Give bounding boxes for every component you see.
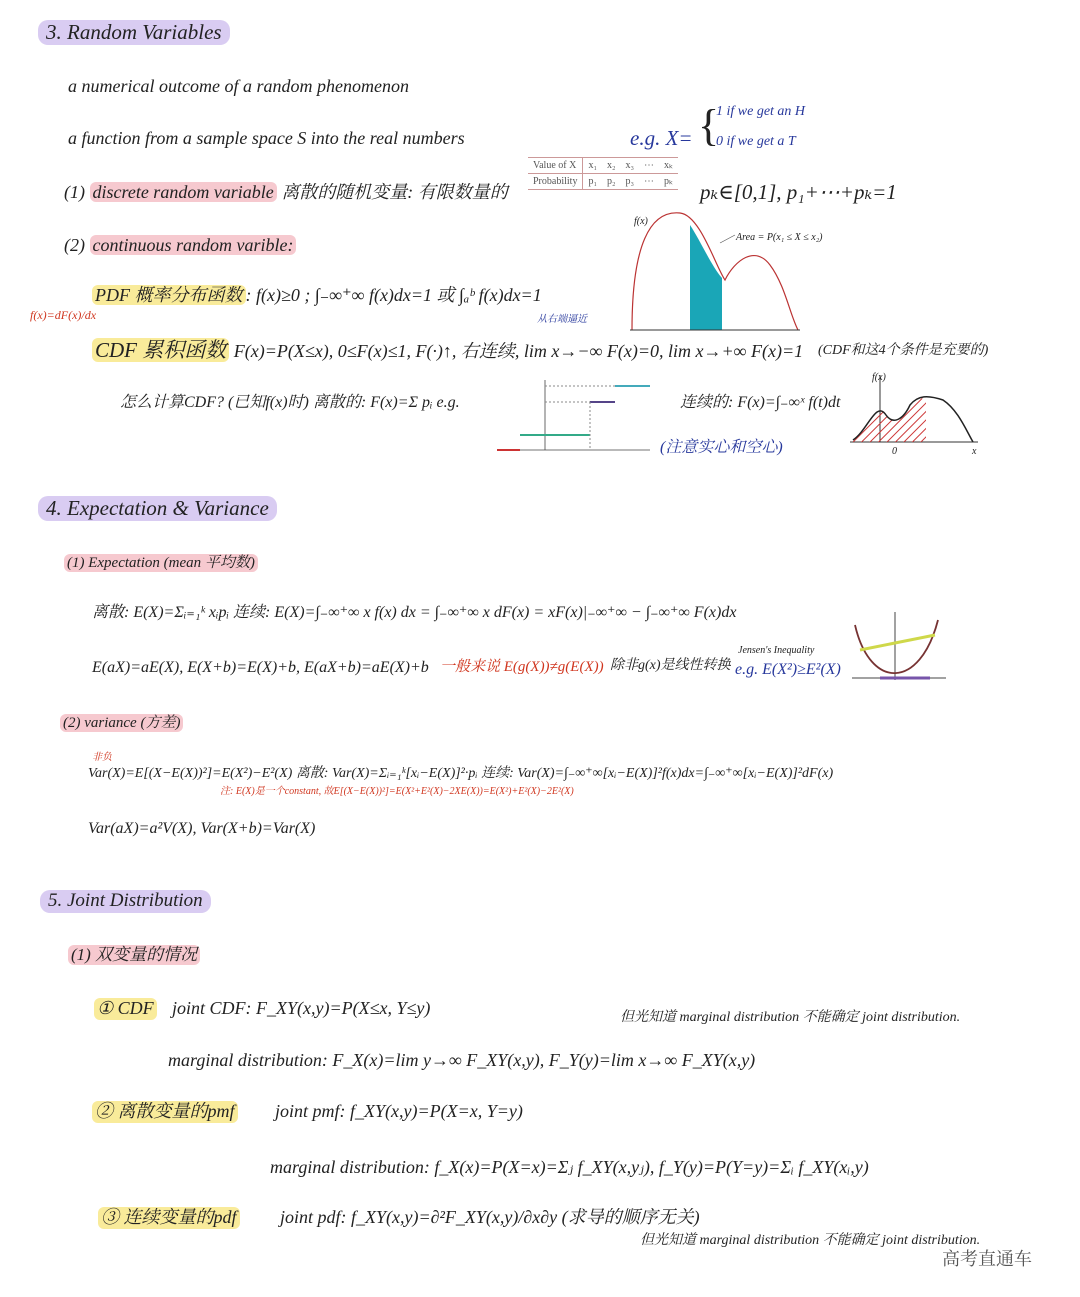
variance-note: 注: E(X)是一个constant, 故E[(X−E(X))²]=E(X²+E²(X)−2XE(X))=E(X²)+E²(X)−2E²(X) <box>220 786 574 797</box>
table-cell: p₂ <box>602 174 621 190</box>
cdf-line <box>92 338 803 363</box>
pmf-tag: ② 离散变量的pmf <box>92 1101 238 1123</box>
cdf-note: (CDF和这4个条件是充要的) <box>818 343 989 358</box>
pdf-area-label: Area = P(x₁ ≤ X ≤ x₂) <box>736 232 823 243</box>
definition-1: a numerical outcome of a random phenomenon <box>68 76 409 96</box>
variance-formula: Var(X)=E[(X−E(X))²]=E(X²)−E²(X) 离散: Var(X)=Σᵢ₌₁ᵏ[xᵢ−E(X)]²·pᵢ 连续: Var(X)=∫₋∞⁺∞[xᵢ−E(X)]²f(x)dx=∫₋∞⁺∞[xᵢ−E(X)]²dF(x) <box>88 766 834 781</box>
pdf-tag: ③ 连续变量的pdf <box>98 1207 240 1229</box>
pdf-derivative-note: f(x)=dF(x)/dx <box>30 308 97 322</box>
jensen-label: Jensen's Inequality <box>738 645 815 656</box>
continuous-cdf: 连续的: F(x)=∫₋∞ˣ f(t)dt <box>680 394 841 411</box>
unless-note: 除非g(x)是线性转换 <box>610 658 731 673</box>
solid-hollow-note: (注意实心和空心) <box>660 439 783 456</box>
table-cell: ⋯ <box>639 174 659 190</box>
table-cell: Value of X <box>528 158 583 174</box>
expectation-label: (1) Expectation (mean 平均数) <box>64 554 258 572</box>
continuous-line <box>64 235 296 257</box>
table-cell: x₂ <box>602 158 621 174</box>
cont-x-label: x <box>972 446 977 457</box>
discrete-condition: pₖ∈[0,1], p₁+⋯+pₖ=1 <box>700 180 897 204</box>
table-cell: p₃ <box>620 174 639 190</box>
marginal-pmf: marginal distribution: f_X(x)=P(X=x)=Σⱼ f_XY(x,yⱼ), f_Y(y)=P(Y=y)=Σᵢ f_XY(xᵢ,y) <box>270 1157 869 1177</box>
discrete-label: discrete random variable <box>90 182 277 202</box>
table-cell: ⋯ <box>639 158 659 174</box>
cont-zero-label: 0 <box>892 446 897 457</box>
table-cell: pₖ <box>659 174 678 190</box>
cdf-label: CDF 累积函数 <box>92 338 229 362</box>
table-cell: Probability <box>528 174 583 190</box>
step-cdf-chart <box>495 378 655 458</box>
bivariate-label: (1) 双变量的情况 <box>68 945 200 965</box>
linearity-formula: E(aX)=aE(X), E(X+b)=E(X)+b, E(aX+b)=aE(X)+b <box>92 659 429 676</box>
table-cell: x₃ <box>620 158 639 174</box>
variance-label: (2) variance (方差) <box>60 714 183 732</box>
continuous-cdf-chart <box>848 370 983 450</box>
nonneg-note: 非负 <box>92 752 112 763</box>
cdf-tag: ① CDF <box>94 998 157 1020</box>
marginal-note-1: 但光知道 marginal distribution 不能确定 joint distribution. <box>620 1010 961 1025</box>
pdf-formula: : f(x)≥0 ; ∫₋∞⁺∞ f(x)dx=1 或 ∫ₐᵇ f(x)dx=1 <box>245 285 542 305</box>
table-cell: x₁ <box>583 158 602 174</box>
definition-2: a function from a sample space S into the real numbers <box>68 128 465 148</box>
pdf-line <box>92 285 542 307</box>
pdf-fx-label: f(x) <box>634 216 648 227</box>
item-number: (1) <box>64 182 85 202</box>
probability-table <box>528 157 678 190</box>
cont-fx-label: f(x) <box>872 372 886 383</box>
right-approach-note: 从右端逼近 <box>537 314 587 325</box>
section-3-title: 3. Random Variables <box>38 20 230 45</box>
jensen-parabola-chart <box>850 610 950 690</box>
section-4-title: 4. Expectation & Variance <box>38 496 277 521</box>
marginal-note-2: 但光知道 marginal distribution 不能确定 joint distribution. <box>640 1233 981 1248</box>
cdf-calc-line: 怎么计算CDF? (已知f(x)时) 离散的: F(x)=Σ pᵢ e.g. <box>120 394 460 411</box>
example-x: e.g. X= <box>630 126 693 150</box>
table-row <box>528 158 678 174</box>
pdf-label: PDF 概率分布函数 <box>92 285 246 305</box>
marginal-cdf: marginal distribution: F_X(x)=lim y→∞ F_XY(x,y), F_Y(y)=lim x→∞ F_XY(x,y) <box>168 1050 756 1070</box>
table-cell: xₖ <box>659 158 678 174</box>
brace: { <box>698 101 720 150</box>
cdf-formula: F(x)=P(X≤x), 0≤F(x)≤1, F(·)↑, 右连续, lim x→−∞ F(x)=0, lim x→+∞ F(x)=1 <box>233 341 804 361</box>
joint-pmf: joint pmf: f_XY(x,y)=P(X=x, Y=y) <box>275 1101 523 1121</box>
case-tails: 0 if we get a T <box>716 134 796 149</box>
watermark: 高考直通车 <box>942 1249 1032 1270</box>
pdf-area-chart <box>620 205 820 335</box>
discrete-line <box>64 182 508 204</box>
item-number: (2) <box>64 235 85 255</box>
section-5-title: 5. Joint Distribution <box>40 890 211 913</box>
expectation-formula: 离散: E(X)=Σᵢ₌₁ᵏ xᵢpᵢ 连续: E(X)=∫₋∞⁺∞ x f(x) dx = ∫₋∞⁺∞ x dF(x) = xF(x)|₋∞⁺∞ − ∫₋∞⁺∞ F(x)dx <box>92 604 737 621</box>
table-row <box>528 174 678 190</box>
case-heads: 1 if we get an H <box>716 104 806 119</box>
variance-properties: Var(aX)=a²V(X), Var(X+b)=Var(X) <box>88 820 316 837</box>
joint-pdf: joint pdf: f_XY(x,y)=∂²F_XY(x,y)/∂x∂y (求导的顺序无关) <box>280 1207 700 1227</box>
jensen-example: e.g. E(X²)≥E²(X) <box>735 661 841 678</box>
joint-cdf: joint CDF: F_XY(x,y)=P(X≤x, Y≤y) <box>172 998 431 1018</box>
continuous-label: continuous random varible: <box>90 235 297 255</box>
table-cell: p₁ <box>583 174 602 190</box>
general-note: 一般来说 E(g(X))≠g(E(X)) <box>440 659 604 675</box>
discrete-cn: 离散的随机变量: 有限数量的 <box>281 182 508 202</box>
